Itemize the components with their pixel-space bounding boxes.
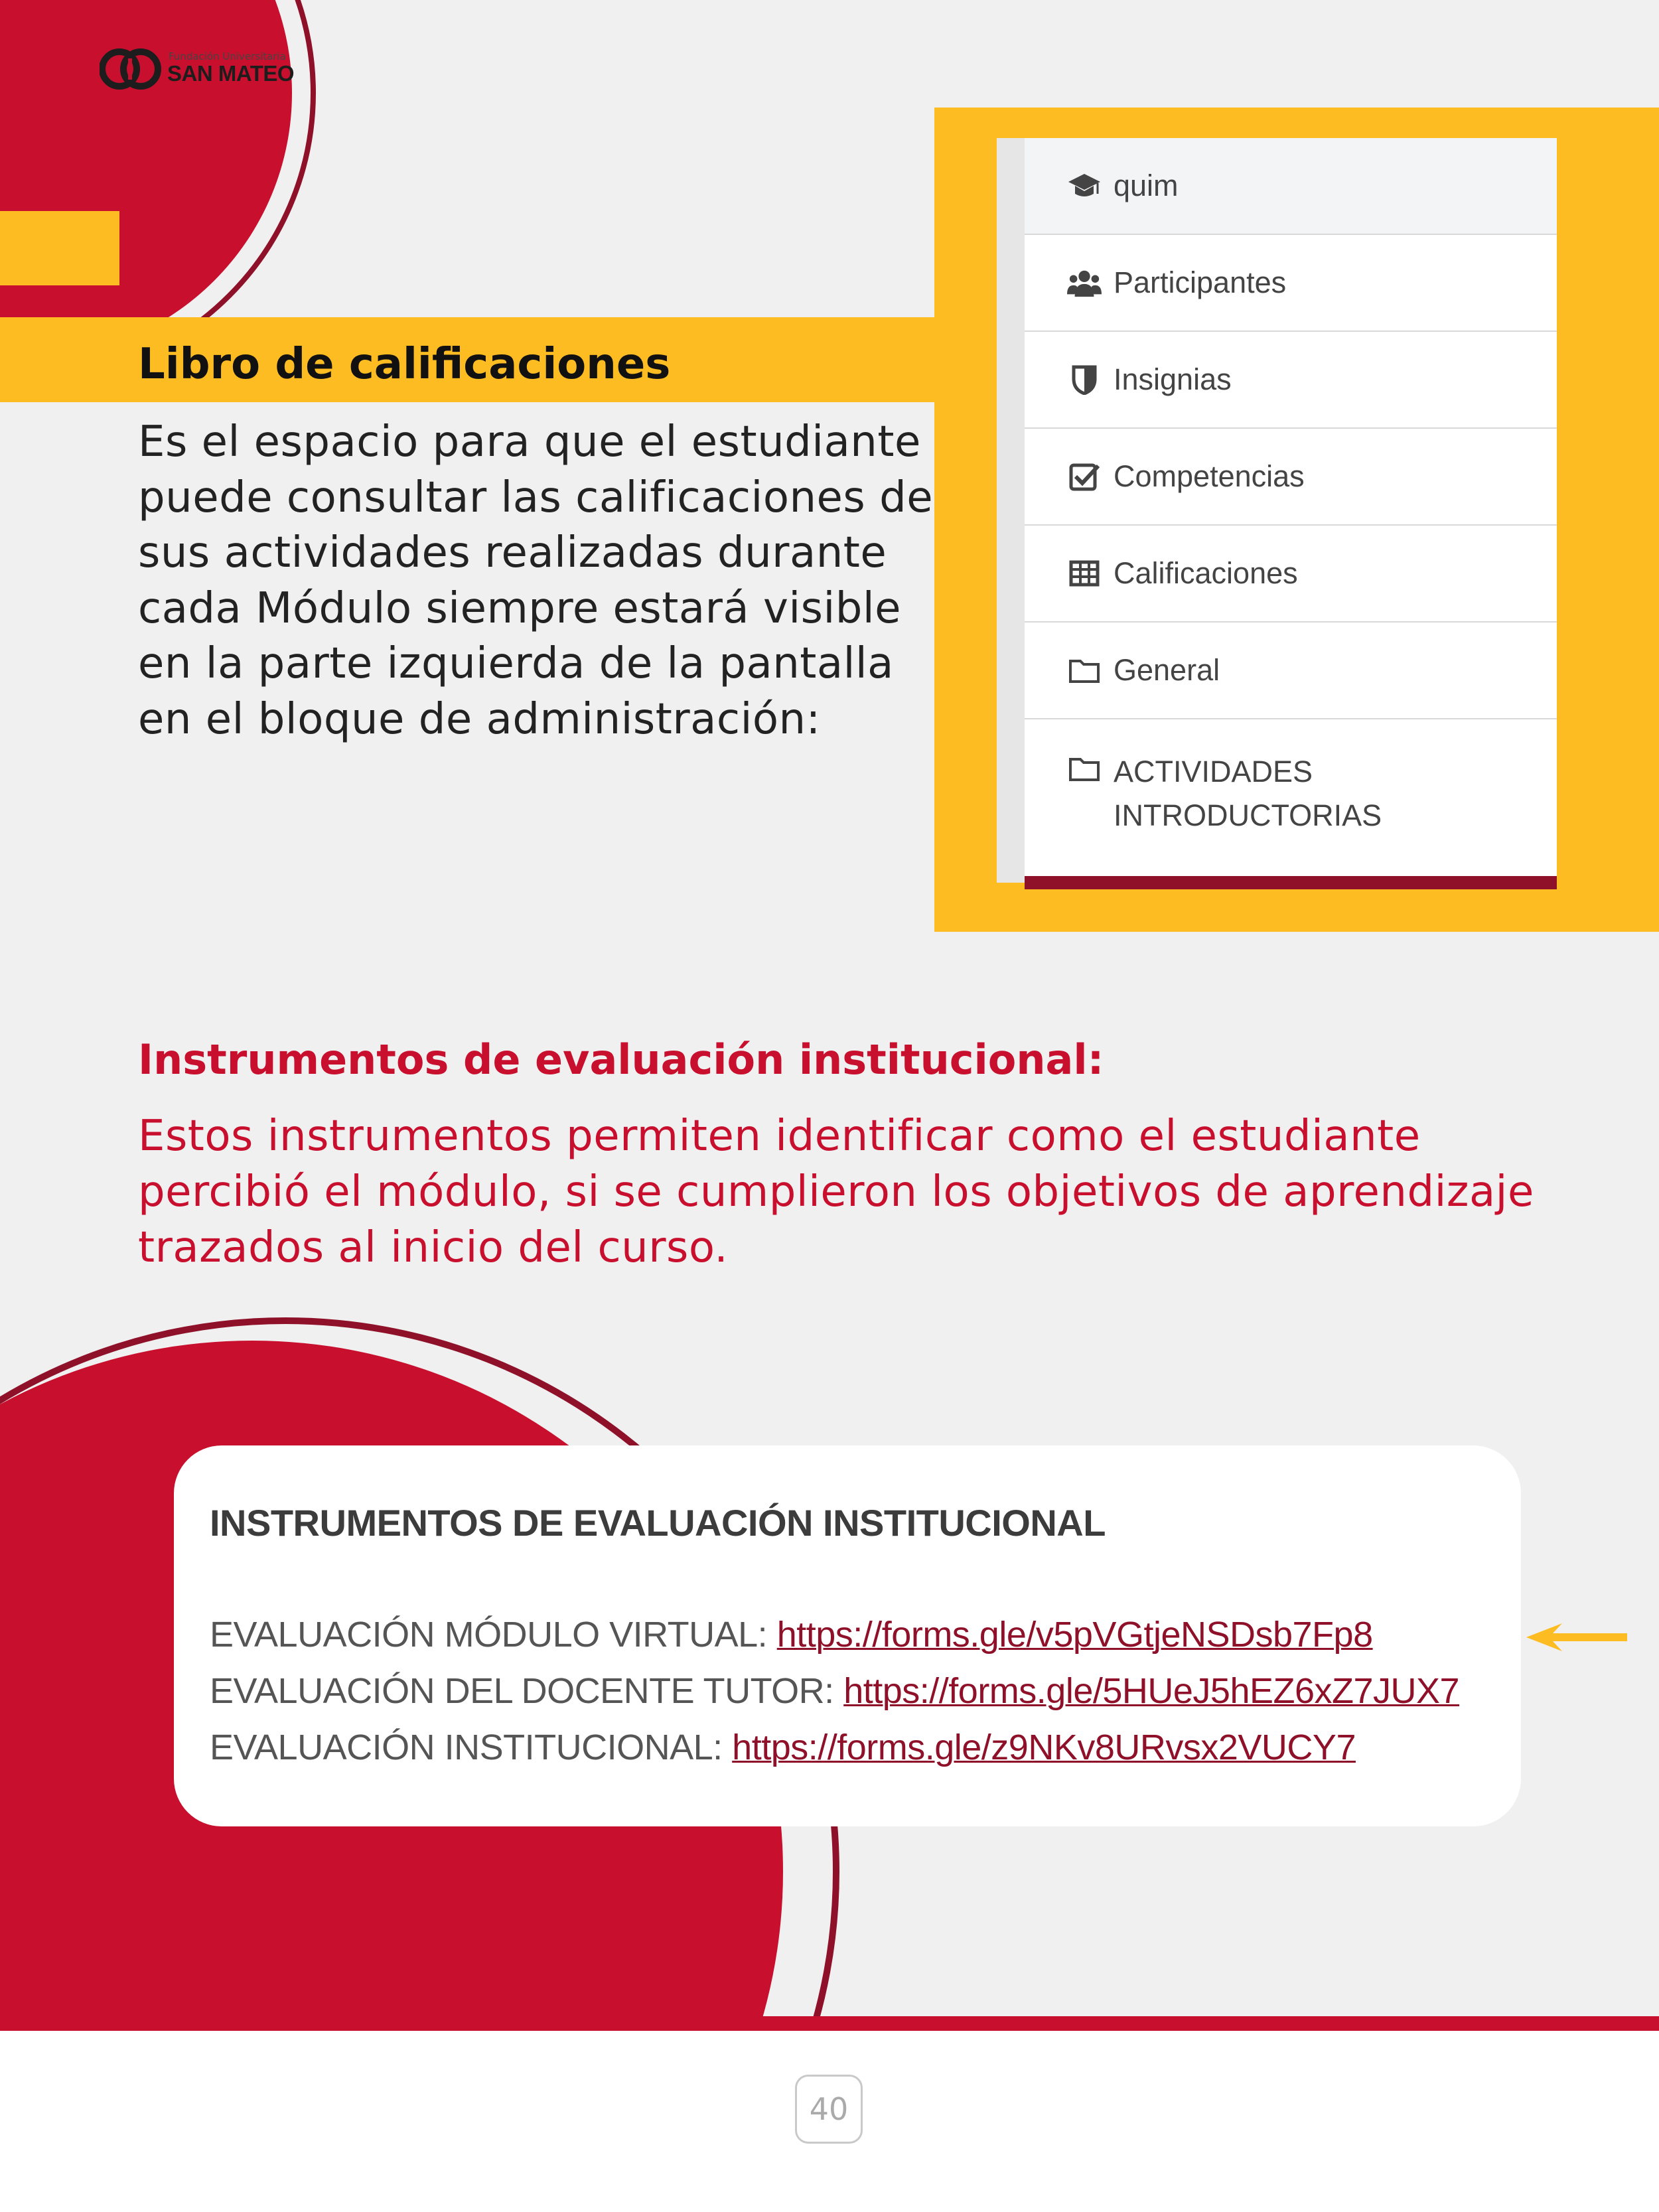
menu-item-insignias[interactable] [1025, 332, 1557, 429]
eval-link-modulo-virtual[interactable]: https://forms.gle/v5pVGtjeNSDsb7Fp8 [776, 1615, 1373, 1655]
evaluation-card [174, 1445, 1521, 1826]
menu-item-actividades-introductorias[interactable] [1025, 719, 1557, 877]
menu-item-label: quim [1114, 169, 1179, 202]
menu-item-competencias[interactable] [1025, 429, 1557, 526]
grades-heading: Libro de calificaciones [138, 340, 671, 389]
table-icon [1067, 556, 1102, 591]
eval-link-docente-tutor[interactable]: https://forms.gle/5HUeJ5hEZ6xZ7JUX7 [843, 1671, 1460, 1711]
users-icon [1067, 265, 1102, 300]
menu-item-participantes[interactable] [1025, 235, 1557, 332]
eval-row-institucional [210, 1727, 1356, 1768]
logo-mark-icon [100, 45, 163, 93]
menu-item-label: Competencias [1114, 459, 1305, 493]
folder-icon [1067, 653, 1102, 688]
institutional-description: Estos instrumentos permiten identificar como el estudiante percibió el módulo, si se cumplieron los objetivos de aprendizaje trazados al inicio del curso. [138, 1112, 1534, 1272]
menu-item-label-line2: INTRODUCTORIAS [1114, 798, 1382, 832]
checkbox-icon [1067, 459, 1102, 494]
folder-icon [1067, 751, 1102, 786]
eval-label: EVALUACIÓN INSTITUCIONAL: [210, 1728, 723, 1767]
eval-link-institucional[interactable]: https://forms.gle/z9NKv8URvsx2VUCY7 [732, 1728, 1356, 1767]
eval-label: EVALUACIÓN DEL DOCENTE TUTOR: [210, 1671, 834, 1711]
menu-list [1025, 138, 1557, 889]
arrow-left-icon [1522, 1621, 1630, 1654]
menu-item-quim[interactable] [1025, 138, 1557, 235]
menu-item-label: Calificaciones [1114, 556, 1298, 590]
menu-item-label-line1: ACTIVIDADES [1114, 755, 1313, 788]
menu-item-label [1114, 750, 1382, 838]
menu-item-label: General [1114, 653, 1220, 687]
page-number: 40 [795, 2075, 863, 2144]
brand-subtitle: Fundación Universitaria [169, 50, 286, 62]
shield-icon [1067, 362, 1102, 397]
menu-item-calificaciones[interactable] [1025, 526, 1557, 623]
menu-item-label: Participantes [1114, 265, 1287, 299]
card-title: INSTRUMENTOS DE EVALUACIÓN INSTITUCIONAL [210, 1502, 1106, 1544]
eval-label: EVALUACIÓN MÓDULO VIRTUAL: [210, 1615, 768, 1655]
eval-row-modulo-virtual [210, 1614, 1373, 1655]
graduation-cap-icon [1067, 169, 1102, 203]
grades-description: Es el espacio para que el estudiante puede consultar las calificaciones de sus actividades realizadas durante cada Módulo siempre estará visible en la parte izquierda de la pantalla en el bloque de administración: [138, 417, 934, 744]
course-navigation-menu [997, 138, 1557, 883]
brand-name: SAN MATEO [167, 61, 295, 86]
menu-item-label: Insignias [1114, 362, 1232, 396]
institutional-heading: Instrumentos de evaluación institucional: [138, 1035, 1104, 1084]
eval-row-docente-tutor [210, 1670, 1459, 1712]
menu-item-general[interactable] [1025, 623, 1557, 719]
brand-logo [100, 41, 312, 101]
